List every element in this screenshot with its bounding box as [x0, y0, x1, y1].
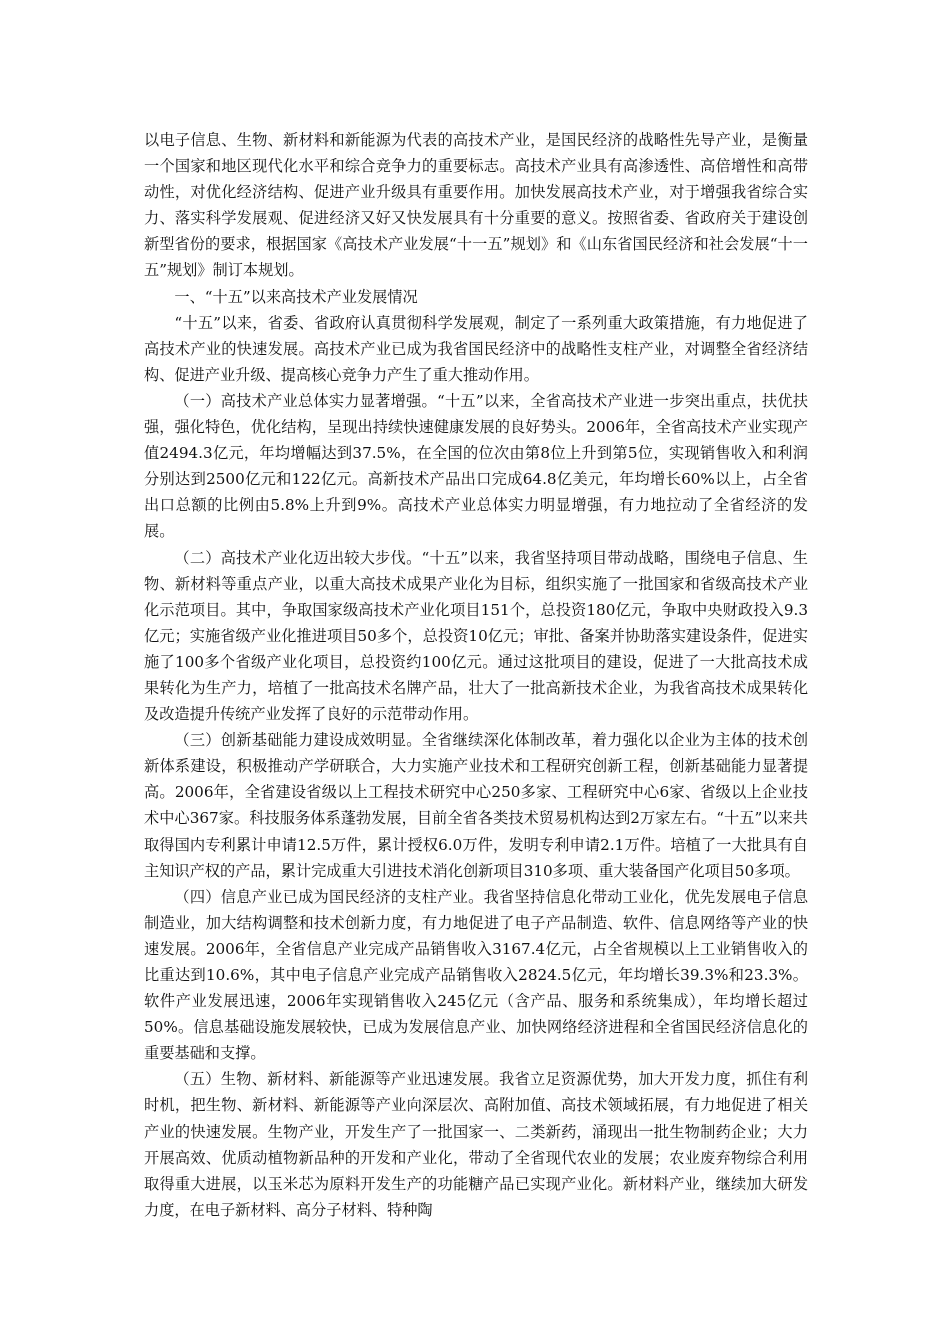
paragraph-overall-strength: （一）高技术产业总体实力显著增强。“十五”以来，全省高技术产业进一步突出重点，扶优扶强，强化特色，优化结构，呈现出持续快速健康发展的良好势头。2006年，全省高技术产业实现产值2494.3亿元，年均增幅达到37.5%，在全国的位次由第8位上升到第5位，实现销售收入和利润分别达到2500亿元和122亿元。高新技术产品出口完成64.8亿美元，年均增长60%以上，占全省出口总额的比例由5.8%上升到9%。高技术产业总体实力明显增强，有力地拉动了全省经济的发展。 — [144, 391, 808, 541]
section-heading: 一、“十五”以来高技术产业发展情况 — [174, 287, 418, 306]
section-intro-paragraph: “十五”以来，省委、省政府认真贯彻科学发展观，制定了一系列重大政策措施，有力地促进了高技术产业的快速发展。高技术产业已成为我省国民经济中的战略性支柱产业，对调整全省经济结构、促进产业升级、提高核心竞争力产生了重大推动作用。 — [144, 313, 808, 384]
paragraph-innovation-capacity: （三）创新基础能力建设成效明显。全省继续深化体制改革，着力强化以企业为主体的技术创新体系建设，积极推动产学研联合，大力实施产业技术和工程研究创新工程，创新基础能力显著提高。2006年，全省建设省级以上工程技术研究中心250多家、工程研究中心6家、省级以上企业技术中心367家。科技服务体系蓬勃发展，目前全省各类技术贸易机构达到2万家左右。“十五”以来共取得国内专利累计申请12.5万件，累计授权6.0万件，发明专利申请2.1万件。培植了一大批具有自主知识产权的产品，累计完成重大引进技术消化创新项目310多项、重大装备国产化项目50多项。 — [144, 731, 808, 880]
paragraph-industrialization: （二）高技术产业化迈出较大步伐。“十五”以来，我省坚持项目带动战略，围绕电子信息、生物、新材料等重点产业，以重大高技术成果产业化为目标，组织实施了一批国家和省级高技术产业化示范项目。其中，争取国家级高技术产业化项目151个，总投资180亿元，争取中央财政投入9.3亿元；实施省级产业化推进项目50多个，总投资10亿元；审批、备案并协助落实建设条件，促进实施了100多个省级产业化项目，总投资约100亿元。通过这批项目的建设，促进了一大批高技术成果转化为生产力，培植了一批高技术名牌产品，壮大了一批高新技术企业，为我省高技术成果转化及改造提升传统产业发挥了良好的示范带动作用。 — [144, 548, 808, 724]
paragraph-bio-materials-energy: （五）生物、新材料、新能源等产业迅速发展。我省立足资源优势，加大开发力度，抓住有利时机，把生物、新材料、新能源等产业向深层次、高附加值、高技术领域拓展，有力地促进了相关产业的快速发展。生物产业，开发生产了一批国家一、二类新药，涌现出一批生物制药企业；大力开展高效、优质动植物新品种的开发和产业化，带动了全省现代农业的发展；农业废弃物综合利用取得重大进展，以玉米芯为原料开发生产的功能糖产品已实现产业化。新材料产业，继续加大研发力度，在电子新材料、高分子材料、特种陶 — [144, 1070, 808, 1219]
paragraph-information-industry: （四）信息产业已成为国民经济的支柱产业。我省坚持信息化带动工业化，优先发展电子信息制造业，加大结构调整和技术创新力度，有力地促进了电子产品制造、软件、信息网络等产业的快速发展。2006年，全省信息产业完成产品销售收入3167.4亿元，占全省规模以上工业销售收入的比重达到10.6%，其中电子信息产业完成产品销售收入2824.5亿元，年均增长39.3%和23.3%。软件产业发展迅速，2006年实现销售收入245亿元（含产品、服务和系统集成），年均增长超过50%。信息基础设施发展较快，已成为发展信息产业、加快网络经济进程和全省国民经济信息化的重要基础和支撑。 — [144, 887, 808, 1063]
intro-paragraph: 以电子信息、生物、新材料和新能源为代表的高技术产业，是国民经济的战略性先导产业，是衡量一个国家和地区现代化水平和综合竞争力的重要标志。高技术产业具有高渗透性、高倍增性和高带动性，对优化经济结构、促进产业升级具有重要作用。加快发展高技术产业，对于增强我省综合实力、落实科学发展观、促进经济又好又快发展具有十分重要的意义。按照省委、省政府关于建设创新型省份的要求，根据国家《高技术产业发展“十一五”规划》和《山东省国民经济和社会发展“十一五”规划》制订本规划。 — [144, 131, 808, 280]
document-body — [144, 127, 808, 1223]
